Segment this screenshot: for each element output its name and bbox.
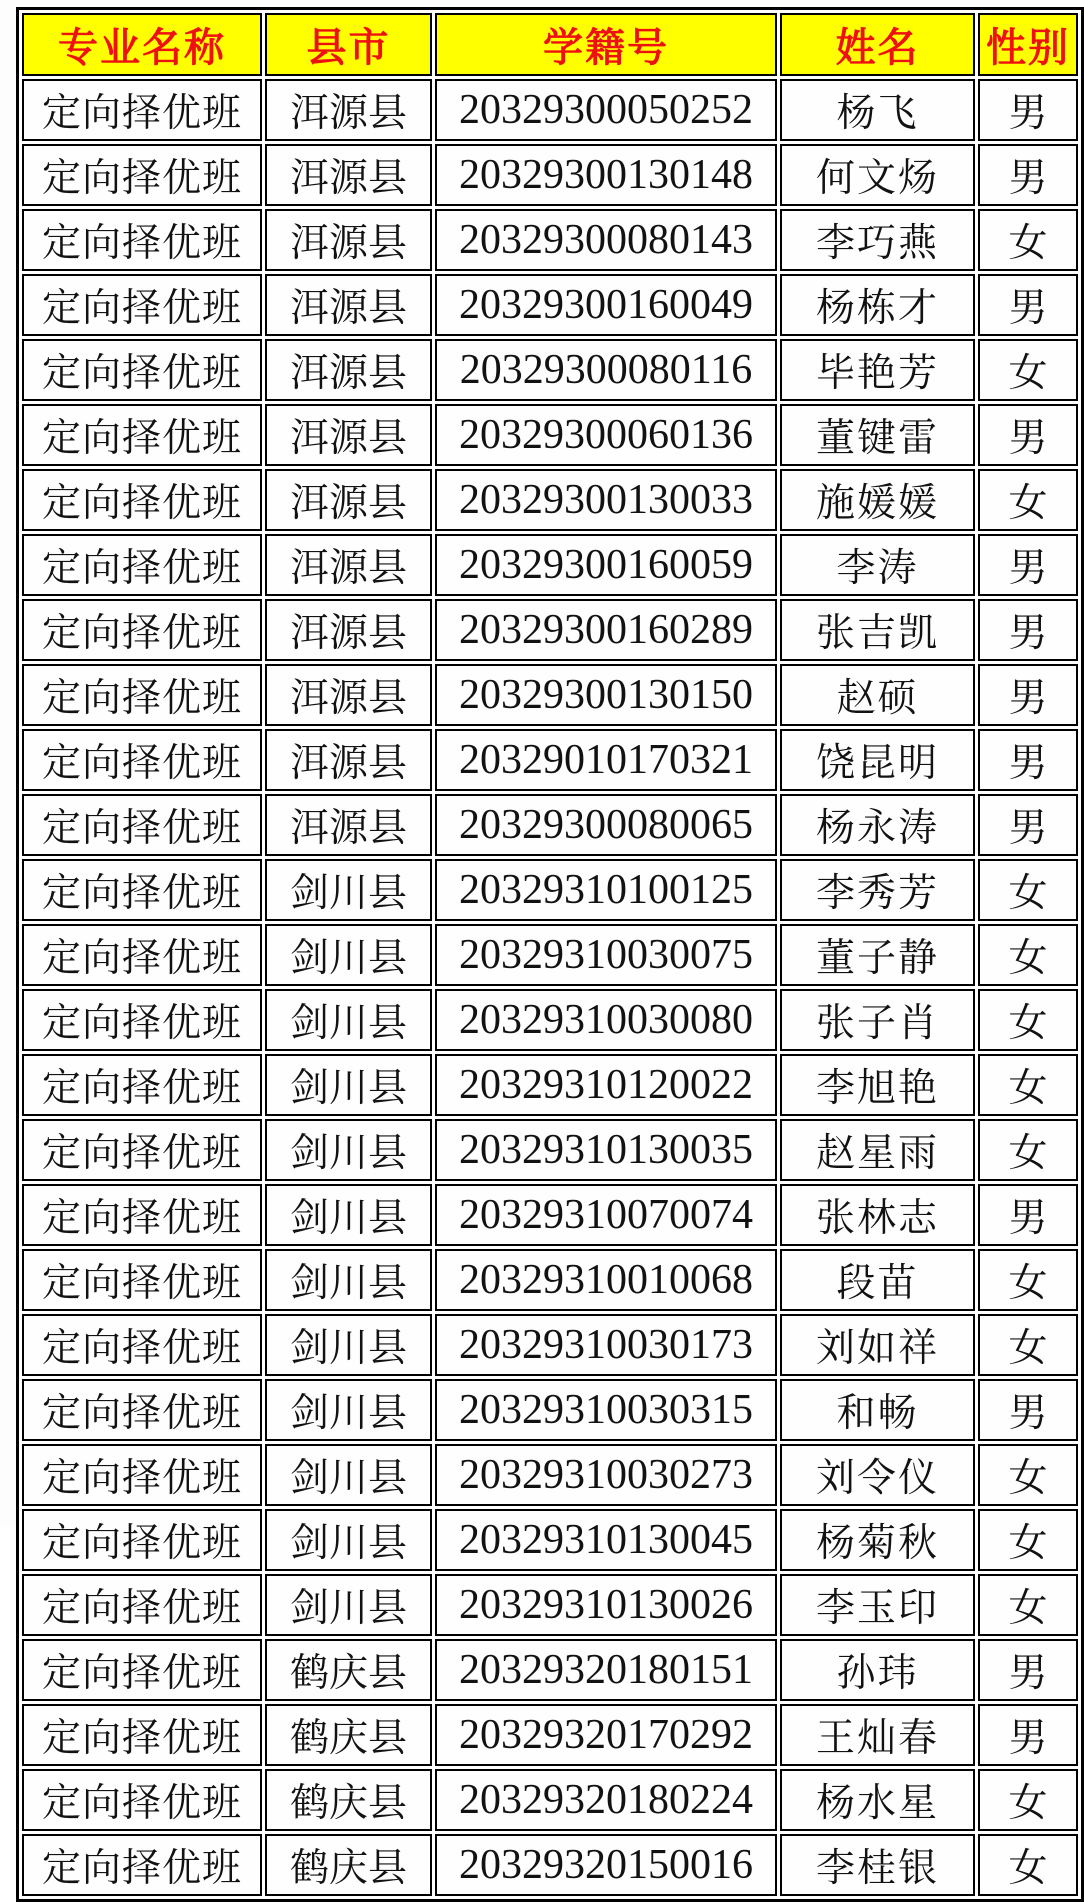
cell-county: 洱源县 [265, 794, 432, 856]
cell-name: 张子肖 [780, 989, 975, 1051]
cell-county: 洱源县 [265, 79, 432, 141]
cell-major: 定向择优班 [22, 1444, 262, 1506]
cell-county: 鹤庆县 [265, 1639, 432, 1701]
cell-gender: 男 [978, 144, 1078, 206]
cell-name: 杨永涛 [780, 794, 975, 856]
table-row [22, 1054, 1078, 1116]
table-row [22, 859, 1078, 921]
cell-gender: 男 [978, 664, 1078, 726]
cell-name: 何文炀 [780, 144, 975, 206]
table-row [22, 1704, 1078, 1766]
cell-student-id: 20329300060136 [435, 404, 777, 466]
table-row [22, 599, 1078, 661]
cell-county: 剑川县 [265, 1184, 432, 1246]
cell-student-id: 20329310130045 [435, 1509, 777, 1571]
table-row [22, 469, 1078, 531]
cell-major: 定向择优班 [22, 1184, 262, 1246]
header-county: 县市 [265, 13, 432, 76]
cell-student-id: 20329310030075 [435, 924, 777, 986]
cell-gender: 男 [978, 404, 1078, 466]
header-gender: 性别 [978, 13, 1078, 76]
cell-major: 定向择优班 [22, 1379, 262, 1441]
cell-student-id: 20329310130035 [435, 1119, 777, 1181]
cell-name: 赵硕 [780, 664, 975, 726]
cell-gender: 女 [978, 1054, 1078, 1116]
table-row [22, 1249, 1078, 1311]
table-row [22, 1834, 1078, 1896]
cell-gender: 男 [978, 1379, 1078, 1441]
cell-gender: 女 [978, 924, 1078, 986]
cell-gender: 女 [978, 209, 1078, 271]
cell-gender: 男 [978, 79, 1078, 141]
cell-county: 剑川县 [265, 1054, 432, 1116]
cell-gender: 女 [978, 1574, 1078, 1636]
table-row [22, 1444, 1078, 1506]
cell-name: 李桂银 [780, 1834, 975, 1896]
cell-county: 洱源县 [265, 144, 432, 206]
cell-major: 定向择优班 [22, 1574, 262, 1636]
cell-name: 段苗 [780, 1249, 975, 1311]
cell-student-id: 20329300160289 [435, 599, 777, 661]
cell-gender: 女 [978, 1314, 1078, 1376]
cell-student-id: 20329320180151 [435, 1639, 777, 1701]
cell-gender: 男 [978, 729, 1078, 791]
cell-student-id: 20329300080143 [435, 209, 777, 271]
cell-gender: 男 [978, 1639, 1078, 1701]
cell-major: 定向择优班 [22, 859, 262, 921]
cell-major: 定向择优班 [22, 209, 262, 271]
cell-gender: 男 [978, 1184, 1078, 1246]
cell-county: 剑川县 [265, 1509, 432, 1571]
cell-gender: 女 [978, 989, 1078, 1051]
table-row [22, 664, 1078, 726]
cell-name: 王灿春 [780, 1704, 975, 1766]
cell-gender: 男 [978, 599, 1078, 661]
cell-gender: 女 [978, 1444, 1078, 1506]
cell-county: 剑川县 [265, 859, 432, 921]
cell-major: 定向择优班 [22, 1119, 262, 1181]
header-name: 姓名 [780, 13, 975, 76]
cell-county: 剑川县 [265, 1119, 432, 1181]
table-row [22, 1574, 1078, 1636]
cell-student-id: 20329300080065 [435, 794, 777, 856]
cell-name: 张吉凯 [780, 599, 975, 661]
cell-name: 杨水星 [780, 1769, 975, 1831]
table-row [22, 1379, 1078, 1441]
cell-county: 洱源县 [265, 339, 432, 401]
cell-gender: 男 [978, 534, 1078, 596]
cell-county: 鹤庆县 [265, 1834, 432, 1896]
cell-county: 剑川县 [265, 989, 432, 1051]
cell-major: 定向择优班 [22, 274, 262, 336]
cell-student-id: 20329310030273 [435, 1444, 777, 1506]
cell-major: 定向择优班 [22, 599, 262, 661]
table-row [22, 79, 1078, 141]
cell-student-id: 20329320170292 [435, 1704, 777, 1766]
cell-county: 剑川县 [265, 1379, 432, 1441]
cell-name: 施媛媛 [780, 469, 975, 531]
cell-county: 剑川县 [265, 924, 432, 986]
cell-major: 定向择优班 [22, 469, 262, 531]
header-major: 专业名称 [22, 13, 262, 76]
student-roster-table [16, 7, 1084, 1902]
table-row [22, 1119, 1078, 1181]
cell-name: 毕艳芳 [780, 339, 975, 401]
cell-student-id: 20329010170321 [435, 729, 777, 791]
cell-gender: 女 [978, 469, 1078, 531]
cell-name: 饶昆明 [780, 729, 975, 791]
table-row [22, 339, 1078, 401]
cell-county: 剑川县 [265, 1314, 432, 1376]
cell-major: 定向择优班 [22, 1509, 262, 1571]
cell-major: 定向择优班 [22, 404, 262, 466]
table-row [22, 1314, 1078, 1376]
cell-gender: 女 [978, 859, 1078, 921]
cell-student-id: 20329310030173 [435, 1314, 777, 1376]
table-row [22, 144, 1078, 206]
table-row [22, 794, 1078, 856]
cell-name: 李涛 [780, 534, 975, 596]
cell-county: 洱源县 [265, 599, 432, 661]
cell-student-id: 20329310070074 [435, 1184, 777, 1246]
cell-student-id: 20329310100125 [435, 859, 777, 921]
cell-gender: 女 [978, 1249, 1078, 1311]
cell-county: 洱源县 [265, 209, 432, 271]
cell-county: 剑川县 [265, 1249, 432, 1311]
cell-name: 李旭艳 [780, 1054, 975, 1116]
cell-student-id: 20329300130033 [435, 469, 777, 531]
cell-county: 洱源县 [265, 274, 432, 336]
cell-gender: 女 [978, 1834, 1078, 1896]
cell-major: 定向择优班 [22, 1249, 262, 1311]
cell-major: 定向择优班 [22, 1834, 262, 1896]
cell-county: 洱源县 [265, 729, 432, 791]
cell-major: 定向择优班 [22, 794, 262, 856]
cell-major: 定向择优班 [22, 1704, 262, 1766]
cell-major: 定向择优班 [22, 144, 262, 206]
cell-name: 张林志 [780, 1184, 975, 1246]
cell-county: 鹤庆县 [265, 1769, 432, 1831]
cell-student-id: 20329310030315 [435, 1379, 777, 1441]
table-body [22, 79, 1078, 1896]
cell-gender: 男 [978, 794, 1078, 856]
cell-gender: 女 [978, 339, 1078, 401]
cell-student-id: 20329310120022 [435, 1054, 777, 1116]
cell-student-id: 20329310130026 [435, 1574, 777, 1636]
cell-county: 洱源县 [265, 534, 432, 596]
table-row [22, 404, 1078, 466]
table-row [22, 534, 1078, 596]
cell-student-id: 20329300080116 [435, 339, 777, 401]
cell-county: 洱源县 [265, 469, 432, 531]
cell-gender: 男 [978, 1704, 1078, 1766]
cell-major: 定向择优班 [22, 1054, 262, 1116]
cell-name: 刘如祥 [780, 1314, 975, 1376]
cell-major: 定向择优班 [22, 924, 262, 986]
table-row [22, 1509, 1078, 1571]
table-row [22, 924, 1078, 986]
cell-student-id: 20329320150016 [435, 1834, 777, 1896]
cell-name: 李秀芳 [780, 859, 975, 921]
cell-name: 李玉印 [780, 1574, 975, 1636]
cell-major: 定向择优班 [22, 1769, 262, 1831]
cell-name: 李巧燕 [780, 209, 975, 271]
table-row [22, 1184, 1078, 1246]
cell-major: 定向择优班 [22, 1314, 262, 1376]
cell-student-id: 20329300130150 [435, 664, 777, 726]
cell-name: 刘令仪 [780, 1444, 975, 1506]
table-row [22, 209, 1078, 271]
cell-county: 剑川县 [265, 1574, 432, 1636]
cell-student-id: 20329300130148 [435, 144, 777, 206]
cell-major: 定向择优班 [22, 79, 262, 141]
cell-major: 定向择优班 [22, 729, 262, 791]
header-student-id: 学籍号 [435, 13, 777, 76]
cell-major: 定向择优班 [22, 339, 262, 401]
table-row [22, 729, 1078, 791]
cell-major: 定向择优班 [22, 1639, 262, 1701]
cell-county: 鹤庆县 [265, 1704, 432, 1766]
cell-major: 定向择优班 [22, 989, 262, 1051]
cell-student-id: 20329310010068 [435, 1249, 777, 1311]
cell-name: 杨菊秋 [780, 1509, 975, 1571]
cell-gender: 女 [978, 1769, 1078, 1831]
cell-county: 剑川县 [265, 1444, 432, 1506]
cell-gender: 女 [978, 1509, 1078, 1571]
cell-name: 杨栋才 [780, 274, 975, 336]
table-row [22, 274, 1078, 336]
cell-name: 董键雷 [780, 404, 975, 466]
cell-name: 杨飞 [780, 79, 975, 141]
cell-name: 和畅 [780, 1379, 975, 1441]
cell-student-id: 20329300160059 [435, 534, 777, 596]
cell-name: 孙玮 [780, 1639, 975, 1701]
cell-name: 董子静 [780, 924, 975, 986]
cell-student-id: 20329300050252 [435, 79, 777, 141]
cell-student-id: 20329300160049 [435, 274, 777, 336]
table-header-row [22, 13, 1078, 76]
table-row [22, 1769, 1078, 1831]
cell-gender: 男 [978, 274, 1078, 336]
cell-gender: 女 [978, 1119, 1078, 1181]
table-row [22, 1639, 1078, 1701]
cell-student-id: 20329320180224 [435, 1769, 777, 1831]
cell-major: 定向择优班 [22, 534, 262, 596]
table-row [22, 989, 1078, 1051]
cell-county: 洱源县 [265, 664, 432, 726]
cell-name: 赵星雨 [780, 1119, 975, 1181]
cell-student-id: 20329310030080 [435, 989, 777, 1051]
cell-county: 洱源县 [265, 404, 432, 466]
cell-major: 定向择优班 [22, 664, 262, 726]
